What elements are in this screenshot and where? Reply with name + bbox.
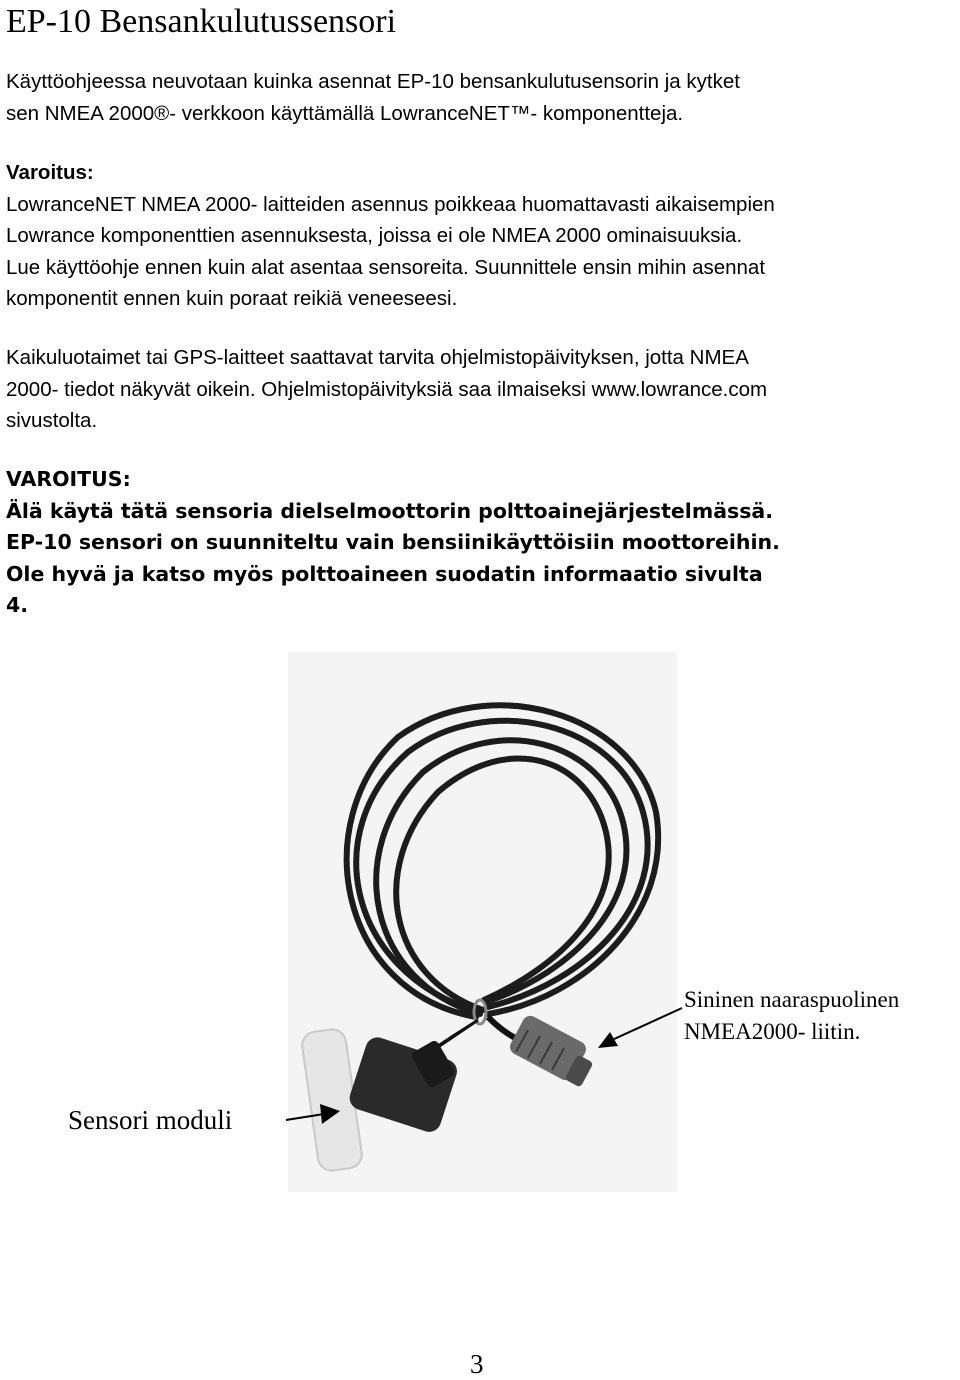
connector-label-line: NMEA2000- liitin. [684,1019,861,1044]
page-title: EP-10 Bensankulutussensori [6,3,397,40]
warning-heading: Varoitus: [6,161,94,184]
intro-line: sen NMEA 2000®- verkkoon käyttämällä LowranceNET™- komponentteja. [6,101,684,125]
note-line: 2000- tiedot näkyvät oikein. Ohjelmistopäivityksiä saa ilmaiseksi www.lowrance.com [6,377,768,401]
connector-label [684,984,899,1048]
warning-line: LowranceNET NMEA 2000- laitteiden asennus poikkeaa huomattavasti aikaisempien [6,192,775,216]
diesel-warning-section [6,464,958,622]
sensor-cable-illustration [288,652,677,1192]
note-line: sivustolta. [6,409,98,432]
warning-section [6,157,958,315]
software-note [6,342,958,437]
diesel-warning-line: 4. [6,593,29,617]
intro-line: Käyttöohjeessa neuvotaan kuinka asennat EP-10 bensankulutusensorin ja kytket [6,70,740,93]
note-line: Kaikuluotaimet tai GPS-laitteet saattavat tarvita ohjelmistopäivityksen, jotta NMEA [6,346,749,369]
sensor-photo [288,652,677,1192]
page-number: 3 [470,1349,484,1379]
diesel-warning-heading: VAROITUS: [6,467,131,491]
sensor-arrow-icon [284,1100,344,1130]
warning-line: Lue käyttöohje ennen kuin alat asentaa sensoreita. Suunnittele ensin mihin asennat [6,255,766,279]
sensor-label: Sensori moduli [68,1105,233,1135]
diesel-warning-line: Älä käytä tätä sensoria dielselmoottorin polttoainejärjestelmässä. [6,498,774,523]
connector-arrow-icon [590,1000,690,1060]
warning-line: Lowrance komponenttien asennuksesta, joissa ei ole NMEA 2000 ominaisuuksia. [6,224,743,247]
diesel-warning-line: EP-10 sensori on suunniteltu vain bensiinikäyttöisiin moottoreihin. [6,530,780,554]
warning-line: komponentit ennen kuin poraat reikiä veneeseesi. [6,287,458,310]
connector-label-line: Sininen naaraspuolinen [684,987,900,1012]
intro-paragraph [6,66,958,129]
diesel-warning-line: Ole hyvä ja katso myös polttoaineen suodatin informaatio sivulta [6,561,763,586]
